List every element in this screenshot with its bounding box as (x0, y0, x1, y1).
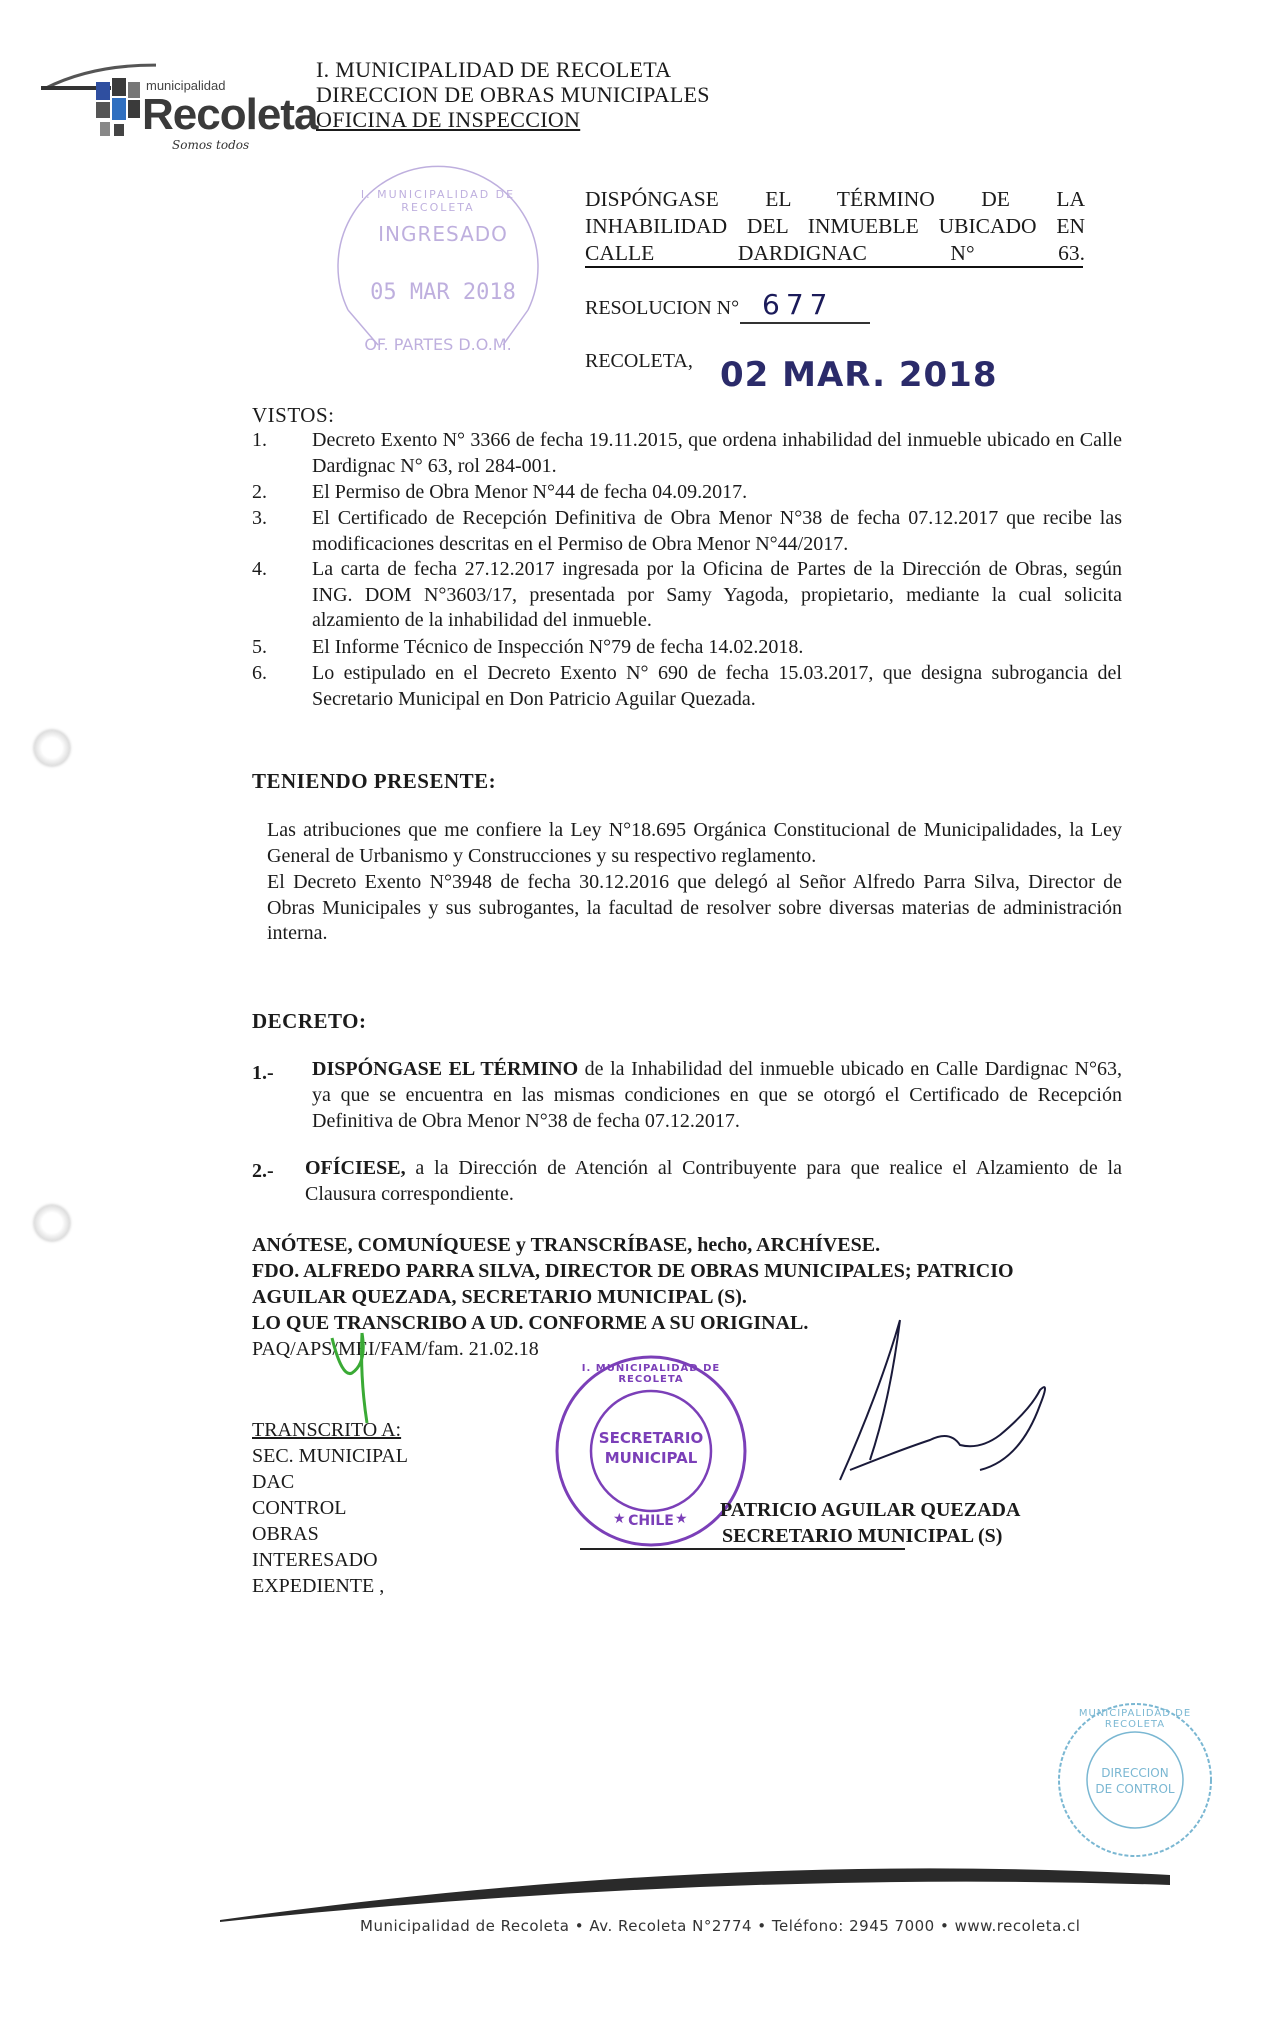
decreto-item-text (312, 1056, 1122, 1134)
green-mark-icon (322, 1318, 402, 1428)
decreto-item-body: de la Inhabilidad del inmueble ubicado en Calle Dardignac N°63, ya que se encuentra en las mismas condiciones en que se otorgó el Certificado de Recepción Definitiva de Obra Menor N°38 de fecha 07.12.2017. (312, 1058, 1122, 1132)
teniendo-paragraph: Las atribuciones que me confiere la Ley N°18.695 Orgánica Constitucional de Municipalidades, la Ley General de Urbanismo y Construcciones y su respectivo reglamento. (267, 819, 1122, 867)
control-stamp-ring-text: MUNICIPALIDAD DE RECOLETA (1078, 1708, 1192, 1730)
vistos-item-text: Decreto Exento N° 3366 de fecha 19.11.2015, que ordena inhabilidad del inmueble ubicado en Calle Dardignac N° 63, rol 284-001. (312, 429, 1122, 477)
seal-bottom-text: CHILE (628, 1513, 674, 1529)
subject-block (585, 186, 1085, 267)
handwritten-signature-icon (780, 1310, 1080, 1510)
logo-slogan: Somos todos (172, 138, 250, 152)
seal-center-line-2: MUNICIPAL (604, 1449, 698, 1467)
logo-name: Recoleta (142, 90, 318, 139)
resolution-date-stamp: 02 MAR. 2018 (720, 355, 998, 395)
closing-line: ANÓTESE, COMUNÍQUESE y TRANSCRÍBASE, hecho, ARCHÍVESE. (252, 1234, 881, 1256)
signature-underline (580, 1548, 905, 1550)
vistos-item-text: El Certificado de Recepción Definitiva de Obra Menor N°38 de fecha 07.12.2017 que recibe las modificaciones descritas en el Permiso de Obra Menor N°44/2017. (312, 507, 1122, 555)
teniendo-title: TENIENDO PRESENTE: (252, 769, 497, 793)
vistos-item-number: 3. (252, 507, 267, 529)
decreto-item-number: 2.- (252, 1160, 274, 1182)
vistos-item-number: 1. (252, 429, 267, 451)
vistos-item-number: 6. (252, 662, 267, 684)
closing-line: FDO. ALFREDO PARRA SILVA, DIRECTOR DE OBRAS MUNICIPALES; PATRICIO (252, 1260, 1014, 1282)
decreto-item-lead: OFÍCIESE, (305, 1157, 406, 1179)
transcrito-block (252, 1417, 408, 1599)
header-office: OFICINA DE INSPECCION (316, 107, 581, 132)
control-stamp-center-1: DIRECCION (1101, 1766, 1169, 1780)
svg-text:★: ★ (675, 1511, 688, 1527)
seal-center-line-1: SECRETARIO (598, 1429, 704, 1447)
transcrito-item: DAC (252, 1471, 295, 1493)
vistos-item-number: 5. (252, 636, 267, 658)
vistos-item-number: 2. (252, 481, 267, 503)
vistos-title: VISTOS: (252, 403, 335, 427)
transcrito-item: INTERESADO (252, 1549, 378, 1571)
received-stamp-date: 05 MAR 2018 (370, 280, 516, 305)
closing-line: AGUILAR QUEZADA, SECRETARIO MUNICIPAL (S). (252, 1286, 747, 1308)
logo-small-text: municipalidad (146, 78, 226, 93)
vistos-item-text: El Permiso de Obra Menor N°44 de fecha 04.09.2017. (312, 481, 748, 503)
control-stamp-center-2: DE CONTROL (1095, 1782, 1175, 1796)
transcrito-item: SEC. MUNICIPAL (252, 1445, 408, 1467)
teniendo-paragraph: El Decreto Exento N°3948 de fecha 30.12.2016 que delegó al Señor Alfredo Parra Silva, Director de Obras Municipales y sus subrogantes, la facultad de resolver sobre diversas materias de administración interna. (267, 871, 1122, 945)
municipal-logo (36, 38, 318, 152)
decreto-title: DECRETO: (252, 1009, 367, 1033)
punch-hole (34, 730, 70, 766)
closing-line: LO QUE TRANSCRIBO A UD. CONFORME A SU ORIGINAL. (252, 1312, 809, 1334)
transcrito-item: EXPEDIENTE , (252, 1575, 385, 1597)
signer-title: SECRETARIO MUNICIPAL (S) (722, 1525, 1003, 1547)
header-department: DIRECCION DE OBRAS MUNICIPALES (316, 82, 710, 107)
decreto-item-lead: DISPÓNGASE EL TÉRMINO (312, 1058, 579, 1080)
svg-text:★: ★ (613, 1511, 626, 1527)
transcrito-item: CONTROL (252, 1497, 347, 1519)
header-municipality: I. MUNICIPALIDAD DE RECOLETA (316, 57, 672, 82)
transcrito-item: OBRAS (252, 1523, 319, 1545)
decreto-item-number: 1.- (252, 1062, 274, 1084)
decreto-item-body: a la Dirección de Atención al Contribuyente para que realice el Alzamiento de la Clausura correspondiente. (305, 1157, 1122, 1205)
vistos-item-text: El Informe Técnico de Inspección N°79 de fecha 14.02.2018. (312, 636, 804, 658)
vistos-item-text: Lo estipulado en el Decreto Exento N° 690 de fecha 15.03.2017, que designa subrogancia del Secretario Municipal en Don Patricio Aguilar Quezada. (312, 662, 1122, 710)
resolution-label: RESOLUCION N° (585, 297, 740, 319)
resolution-number: 677 (762, 288, 834, 321)
subject-line-2: INHABILIDAD DEL INMUEBLE UBICADO EN (585, 214, 1085, 238)
subject-divider (585, 266, 1083, 268)
subject-line-3: CALLE DARDIGNAC N° 63. (585, 241, 1085, 265)
decreto-item-text (305, 1155, 1122, 1207)
received-stamp-office: OF. PARTES D.O.M. (364, 335, 512, 354)
logo-mark-icon (36, 38, 156, 148)
vistos-item-number: 4. (252, 558, 267, 580)
footer-address: Municipalidad de Recoleta • Av. Recoleta N°2774 • Teléfono: 2945 7000 • www.recoleta.cl (360, 1917, 1081, 1935)
seal-ring-text: I. MUNICIPALIDAD DE RECOLETA (581, 1363, 721, 1385)
signature-block (720, 1497, 1020, 1549)
reference-initials: PAQ/APS/MEI/FAM/fam. 21.02.18 (252, 1338, 539, 1360)
subject-line-1: DISPÓNGASE EL TÉRMINO DE LA (585, 187, 1085, 211)
signer-name: PATRICIO AGUILAR QUEZADA (720, 1499, 1021, 1521)
control-stamp (1055, 1700, 1215, 1860)
vistos-item-text: La carta de fecha 27.12.2017 ingresada por la Oficina de Partes de la Dirección de Obras, según ING. DOM N°3603/17, presentada por Samy Yagoda, propietario, mediante la cual solicita alzamiento de la inhabilidad del inmueble. (312, 558, 1122, 632)
place-label: RECOLETA, (585, 350, 693, 372)
received-stamp-ring-text: I. MUNICIPALIDAD DE RECOLETA (360, 188, 516, 214)
transcrito-title: TRANSCRITO A: (252, 1419, 402, 1441)
received-stamp-status: INGRESADO (378, 222, 508, 246)
received-stamp (318, 160, 558, 370)
resolution-number-underline (740, 322, 870, 324)
punch-hole (34, 1205, 70, 1241)
header-block (316, 57, 710, 132)
